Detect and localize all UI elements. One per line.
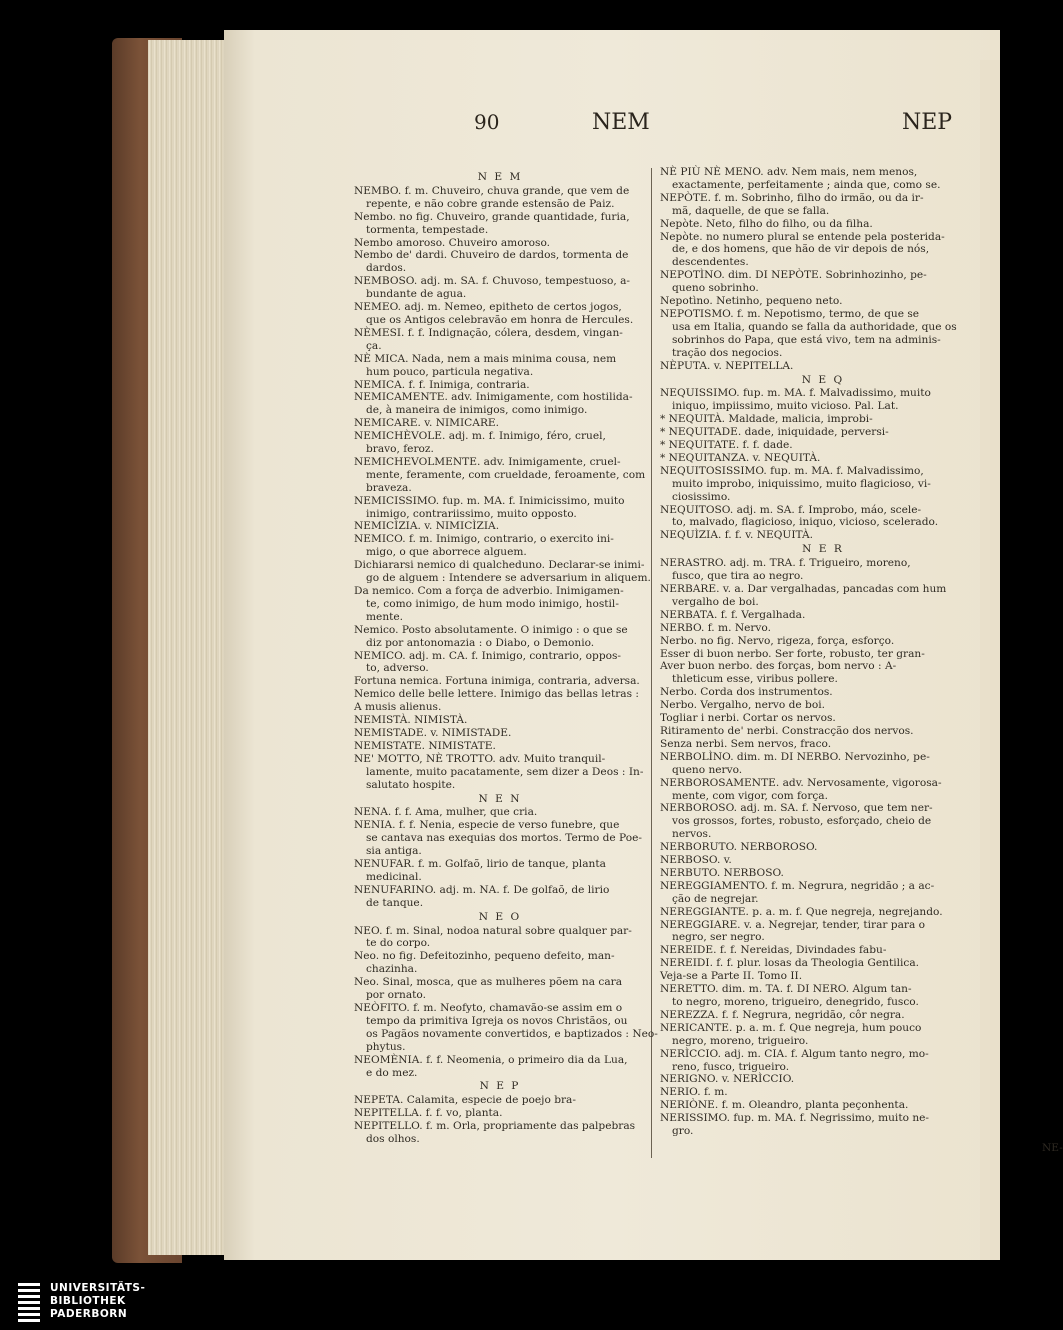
entry-line: NEMICAMENTE. adv. Inimigamente, com hostilida- xyxy=(354,391,633,404)
entry-line: migo, o que aborrece alguem. xyxy=(366,546,527,559)
entry-line: lamente, muito pacatamente, sem dizer a Deos : In- xyxy=(366,765,644,778)
entry-line: medicinal. xyxy=(366,870,422,883)
left-running-head: NEM xyxy=(592,110,650,135)
entry-line: NEMISTÀ. NIMISTÀ. xyxy=(354,714,468,727)
entry-line: tormenta, tempestade. xyxy=(366,223,489,236)
entry-line: bravo, feroz. xyxy=(366,443,434,456)
page xyxy=(224,30,1063,1260)
entry-line: negro, ser negro. xyxy=(672,931,765,944)
entry-line: se cantava nas exequias dos mortos. Termo de Poe- xyxy=(366,832,642,845)
section-heading: N E Q xyxy=(801,373,845,386)
right-running-head: NEP xyxy=(902,110,953,135)
left-column xyxy=(354,170,658,1146)
entry-line: dos olhos. xyxy=(366,1133,420,1146)
entry-line: de, à maneira de inimigos, como inimigo. xyxy=(366,404,588,417)
entry-line: inimigo, contrariissimo, muito opposto. xyxy=(366,507,577,520)
entry-line: Aver buon nerbo. des forças, bom nervo : A- xyxy=(660,660,897,673)
entry-line: NERBARE. v. a. Dar vergalhadas, pancadas com hum xyxy=(660,583,947,595)
entry-line: NERBOROSAMENTE. adv. Nervosamente, vigorosa- xyxy=(660,776,942,789)
entry-line: NEMBO. f. m. Chuveiro, chuva grande, que vem de xyxy=(354,184,630,197)
entry-line: muito improbo, iniquissimo, muito flagicioso, vi- xyxy=(672,477,931,490)
entry-line: NEMICO. adj. m. CA. f. Inimigo, contrario, oppos- xyxy=(354,649,622,662)
entry-line: Nembo. no fig. Chuveiro, grande quantidade, furia, xyxy=(354,210,630,223)
entry-line: NEMICARE. v. NIMICARE. xyxy=(354,417,500,430)
entry-line: Dichiararsi nemico di qualcheduno. Declarar-se inimi- xyxy=(354,559,645,572)
running-header xyxy=(224,110,1000,150)
entry-line: NERBORUTO. NERBOROSO. xyxy=(660,841,818,854)
logo-text xyxy=(50,1282,145,1321)
entry-line: Togliar i nerbi. Cortar os nervos. xyxy=(660,712,836,725)
entry-line: os Pagãos novamente convertidos, e baptizados : Neo- xyxy=(366,1027,658,1040)
library-logo xyxy=(0,1280,220,1330)
entry-line: NEPOTÌNO. dim. DI NEPÒTE. Sobrinhozinho, pe- xyxy=(660,269,927,282)
column-rule xyxy=(651,168,652,1158)
entry-line: NEO. f. m. Sinal, nodoa natural sobre qualquer par- xyxy=(354,924,632,937)
entry-line: reno, fusco, trigueiro. xyxy=(672,1060,790,1073)
entry-line: Nepòte. Neto, filho do filho, ou da filha. xyxy=(660,217,873,230)
entry-line: Da nemico. Com a força de adverbio. Inimigamen- xyxy=(354,585,624,597)
section-heading: N E M xyxy=(477,171,523,183)
entry-line: NERASTRO. adj. m. TRA. f. Trigueiro, moreno, xyxy=(660,557,911,570)
entry-line: NEMISTADE. v. NIMISTADE. xyxy=(354,726,512,739)
entry-line: to, adverso. xyxy=(366,662,429,675)
entry-line: * NEQUITADE. dade, iniquidade, perversi- xyxy=(660,426,889,439)
entry-line: mente. xyxy=(366,610,404,623)
entry-line: NENIA. f. f. Nenia, especie de verso funebre, que xyxy=(354,819,620,832)
entry-line: NERIO. f. m. xyxy=(660,1086,728,1099)
entry-line: NÈPUTA. v. NEPITELLA. xyxy=(660,359,794,372)
entry-line: NERICANTE. p. a. m. f. Que negreja, hum pouco xyxy=(660,1021,922,1034)
logo-mark-icon xyxy=(18,1282,40,1322)
entry-line: vergalho de boi. xyxy=(672,595,759,608)
entry-line: de, e dos homens, que hão de vir depois de nós, xyxy=(672,243,930,256)
entry-line: tempo da primitiva Igreja os novos Christãos, ou xyxy=(366,1014,628,1027)
entry-line: thleticum esse, viribus pollere. xyxy=(672,673,838,686)
entry-line: NENA. f. f. Ama, mulher, que cria. xyxy=(354,806,538,819)
entry-line: Nepotìno. Netinho, pequeno neto. xyxy=(660,295,843,308)
entry-line: Nembo de' dardi. Chuveiro de dardos, tormenta de xyxy=(354,249,629,262)
entry-line: NEMICHEVOLMENTE. adv. Inimigamente, cruel- xyxy=(354,455,621,468)
entry-line: ça. xyxy=(366,339,382,352)
entry-line: mente, feramente, com crueldade, feroamente, com xyxy=(366,468,646,481)
entry-line: queno nervo. xyxy=(672,763,743,776)
entry-line: NEOMÈNIA. f. f. Neomenia, o primeiro dia da Lua, xyxy=(354,1053,628,1066)
entry-line: go de alguem : Intendere se adversarium in aliquem. xyxy=(366,572,651,585)
entry-line: NEMICO. f. m. Inimigo, contrario, o exercito ini- xyxy=(354,533,614,546)
entry-line: de tanque. xyxy=(366,896,424,909)
entry-line: NEQUITOSISSIMO. fup. m. MA. f. Malvadissimo, xyxy=(660,464,924,477)
logo-line: UNIVERSITÄTS- xyxy=(50,1282,146,1294)
entry-line: NÈ MICA. Nada, nem a mais minima cousa, nem xyxy=(354,352,617,365)
entry-line: sia antiga. xyxy=(366,845,422,858)
entry-line: e do mez. xyxy=(366,1066,418,1079)
entry-line: NEQUISSIMO. fup. m. MA. f. Malvadissimo, muito xyxy=(660,387,931,400)
entry-line: to, malvado, flagicioso, iniquo, vicioso, scelerado. xyxy=(672,516,939,529)
entry-line: NEREGGIARE. v. a. Negrejar, tender, tirar para o xyxy=(660,918,926,931)
entry-line: phytus. xyxy=(366,1040,406,1053)
entry-line: Senza nerbi. Sem nervos, fraco. xyxy=(660,737,832,750)
page-edges xyxy=(148,40,226,1255)
entry-line: NEPITELLO. f. m. Orla, propriamente das palpebras xyxy=(354,1120,636,1133)
entry-line: NEREIDE. f. f. Nereidas, Divindades fabu- xyxy=(660,944,887,957)
entry-line: nervos. xyxy=(672,828,712,841)
entry-line: NEMEO. adj. m. Nemeo, epitheto de certos jogos, xyxy=(354,301,622,314)
entry-line: NE' MOTTO, NÈ TROTTO. adv. Muito tranquil- xyxy=(354,752,606,765)
entry-line: repente, e não cobre grande estensão de Paiz. xyxy=(366,197,615,210)
entry-line: Nerbo. Corda dos instrumentos. xyxy=(660,686,833,699)
entry-line: tração dos negocios. xyxy=(672,346,783,359)
entry-line: NERBOSO. v. xyxy=(660,854,732,867)
entry-line: bundante de agua. xyxy=(366,288,467,301)
entry-line: NEQUÌZIA. f. f. v. NEQUITÀ. xyxy=(660,529,814,542)
entry-line: te do corpo. xyxy=(366,937,431,950)
entry-line: NEQUITOSO. adj. m. SA. f. Improbo, máo, scele- xyxy=(660,503,922,516)
entry-line: A musis alienus. xyxy=(354,701,442,714)
entry-line: Neo. Sinal, mosca, que as mulheres põem na cara xyxy=(354,976,623,989)
entry-line: Nemico. Posto absolutamente. O inimigo : o que se xyxy=(354,623,628,636)
entry-line: negro, moreno, trigueiro. xyxy=(672,1034,809,1047)
entry-line: * NEQUITATE. f. f. dade. xyxy=(660,439,793,452)
entry-line: NEPETA. Calamita, especie de poejo bra- xyxy=(354,1094,576,1107)
entry-line: fusco, que tira ao negro. xyxy=(672,570,804,583)
entry-line: NEMICHÈVOLE. adj. m. f. Inimigo, féro, cruel, xyxy=(354,430,606,443)
entry-line: ção de negrejar. xyxy=(672,892,759,905)
entry-line: NEREGGIAMENTO. f. m. Negrura, negridão ; a ac- xyxy=(660,879,935,892)
entry-line: NEMICA. f. f. Inimiga, contraria. xyxy=(354,378,530,391)
logo-line: PADERBORN xyxy=(50,1308,128,1320)
entry-line: Neo. no fig. Defeitozinho, pequeno defeito, man- xyxy=(354,950,615,963)
entry-line: NEMISTATE. NIMISTATE. xyxy=(354,739,496,752)
entry-line: te, como inimigo, de hum modo inimigo, hostil- xyxy=(366,597,619,610)
entry-line: NENUFAR. f. m. Golfaõ, lirio de tanque, planta xyxy=(354,858,606,871)
entry-line: NEPÒTE. f. m. Sobrinho, filho do irmão, ou da ir- xyxy=(660,191,924,204)
entry-line: to negro, moreno, trigueiro, denegrido, fusco. xyxy=(672,996,919,1008)
entry-line: exactamente, perfeitamente ; ainda que, como se. xyxy=(672,178,941,191)
entry-line: gro. xyxy=(672,1125,694,1138)
entry-line: NÈ PIÙ NÈ MENO. adv. Nem mais, nem menos, xyxy=(660,166,918,178)
entry-line: NERISSIMO. fup. m. MA. f. Negrissimo, muito ne- xyxy=(660,1112,929,1125)
entry-line: iniquo, impiissimo, muito vicioso. Pal. Lat. xyxy=(672,400,899,413)
entry-line: usa em Italia, quando se falla da authoridade, que os xyxy=(672,320,957,333)
entry-line: NERBOROSO. adj. m. SA. f. Nervoso, que tem ner- xyxy=(660,802,933,815)
right-column xyxy=(660,166,986,1138)
logo-line: BIBLIOTHEK xyxy=(50,1295,126,1307)
entry-line: NEREGGIANTE. p. a. m. f. Que negreja, negrejando. xyxy=(660,905,943,918)
entry-line: Nepòte. no numero plural se entende pela posterida- xyxy=(660,230,945,243)
section-heading: N E R xyxy=(802,543,844,556)
entry-line: * NEQUITÀ. Maldade, malicia, improbi- xyxy=(660,413,873,426)
entry-line: queno sobrinho. xyxy=(672,282,759,295)
entry-line: NEMBOSO. adj. m. SA. f. Chuvoso, tempestuoso, a- xyxy=(354,275,631,288)
entry-line: NEREZZA. f. f. Negrura, negridão, côr negra. xyxy=(660,1008,905,1021)
entry-line: NERIÒNE. f. m. Oleandro, planta peçonhenta. xyxy=(660,1099,909,1112)
entry-line: Ritiramento de' nerbi. Constracção dos nervos. xyxy=(660,724,914,737)
entry-line: NEPITELLA. f. f. vo, planta. xyxy=(354,1107,503,1120)
entry-line: salutato hospite. xyxy=(366,778,456,791)
entry-line: por ornato. xyxy=(366,989,426,1002)
entry-line: NERBO. f. m. Nervo. xyxy=(660,621,771,634)
entry-line: NEPOTISMO. f. m. Nepotismo, termo, de que se xyxy=(660,307,920,320)
section-heading: N E P xyxy=(479,1080,521,1093)
entry-line: Nemico delle belle lettere. Inimigo das bellas letras : xyxy=(354,688,639,701)
entry-line: hum pouco, particula negativa. xyxy=(366,365,534,378)
entry-line: dardos. xyxy=(366,262,407,275)
book-scan xyxy=(112,30,1063,1260)
entry-line: ciosissimo. xyxy=(672,490,731,503)
entry-line: NEÒFITO. f. m. Neofyto, chamavão-se assim em o xyxy=(354,1002,623,1014)
entry-line: mente, com vigor, com força. xyxy=(672,789,828,802)
entry-line: NERETTO. dim. m. TA. f. DI NERO. Algum tan- xyxy=(660,983,912,996)
entry-line: NERIGNO. v. NERÌCCIO. xyxy=(660,1073,795,1086)
entry-line: mã, daquelle, de que se falla. xyxy=(672,204,830,217)
section-heading: N E N xyxy=(478,792,522,805)
entry-line: que os Antigos celebravão em honra de Hercules. xyxy=(366,313,634,326)
entry-line: sobrinhos do Papa, que está vivo, tem na adminis- xyxy=(672,333,941,346)
entry-line: NEREIDI. f. f. plur. losas da Theologia Gentilica. xyxy=(660,957,920,970)
entry-line: Nerbo. no fig. Nervo, rigeza, força, esforço. xyxy=(660,634,895,647)
entry-line: NERBUTO. NERBOSO. xyxy=(660,866,784,879)
entry-line: NERBOLÌNO. dim. m. DI NERBO. Nervozinho, pe- xyxy=(660,750,930,763)
catchword: NE- xyxy=(1042,1142,1063,1154)
entry-line: NÈMESI. f. f. Indignação, cólera, desdem, vingan- xyxy=(354,326,623,339)
entry-line: braveza. xyxy=(366,481,412,494)
entry-line: diz por antonomazia : o Diabo, o Demonio. xyxy=(366,636,595,649)
page-number: 90 xyxy=(474,110,500,134)
entry-line: chazinha. xyxy=(366,963,418,976)
entry-line: NERÌCCIO. adj. m. CIA. f. Algum tanto negro, mo- xyxy=(660,1047,929,1060)
entry-line: NENUFARINO. adj. m. NA. f. De golfaõ, de lirio xyxy=(354,883,610,896)
entry-line: Fortuna nemica. Fortuna inimiga, contraria, adversa. xyxy=(354,675,640,688)
entry-line: NEMICÌZIA. v. NIMICÌZIA. xyxy=(354,520,500,533)
entry-line: NEMICISSIMO. fup. m. MA. f. Inimicissimo, muito xyxy=(354,494,625,507)
entry-line: NERBATA. f. f. Vergalhada. xyxy=(660,608,806,621)
entry-line: Nembo amoroso. Chuveiro amoroso. xyxy=(354,236,551,249)
entry-line: * NEQUITANZA. v. NEQUITÀ. xyxy=(660,451,821,464)
entry-line: descendentes. xyxy=(672,256,749,269)
entry-line: Veja-se a Parte II. Tomo II. xyxy=(660,970,803,983)
entry-line: Nerbo. Vergalho, nervo de boi. xyxy=(660,699,825,712)
section-heading: N E O xyxy=(478,910,522,923)
entry-line: Esser di buon nerbo. Ser forte, robusto, ter gran- xyxy=(660,647,925,660)
entry-line: vos grossos, fortes, robusto, esforçado, cheio de xyxy=(672,815,932,828)
